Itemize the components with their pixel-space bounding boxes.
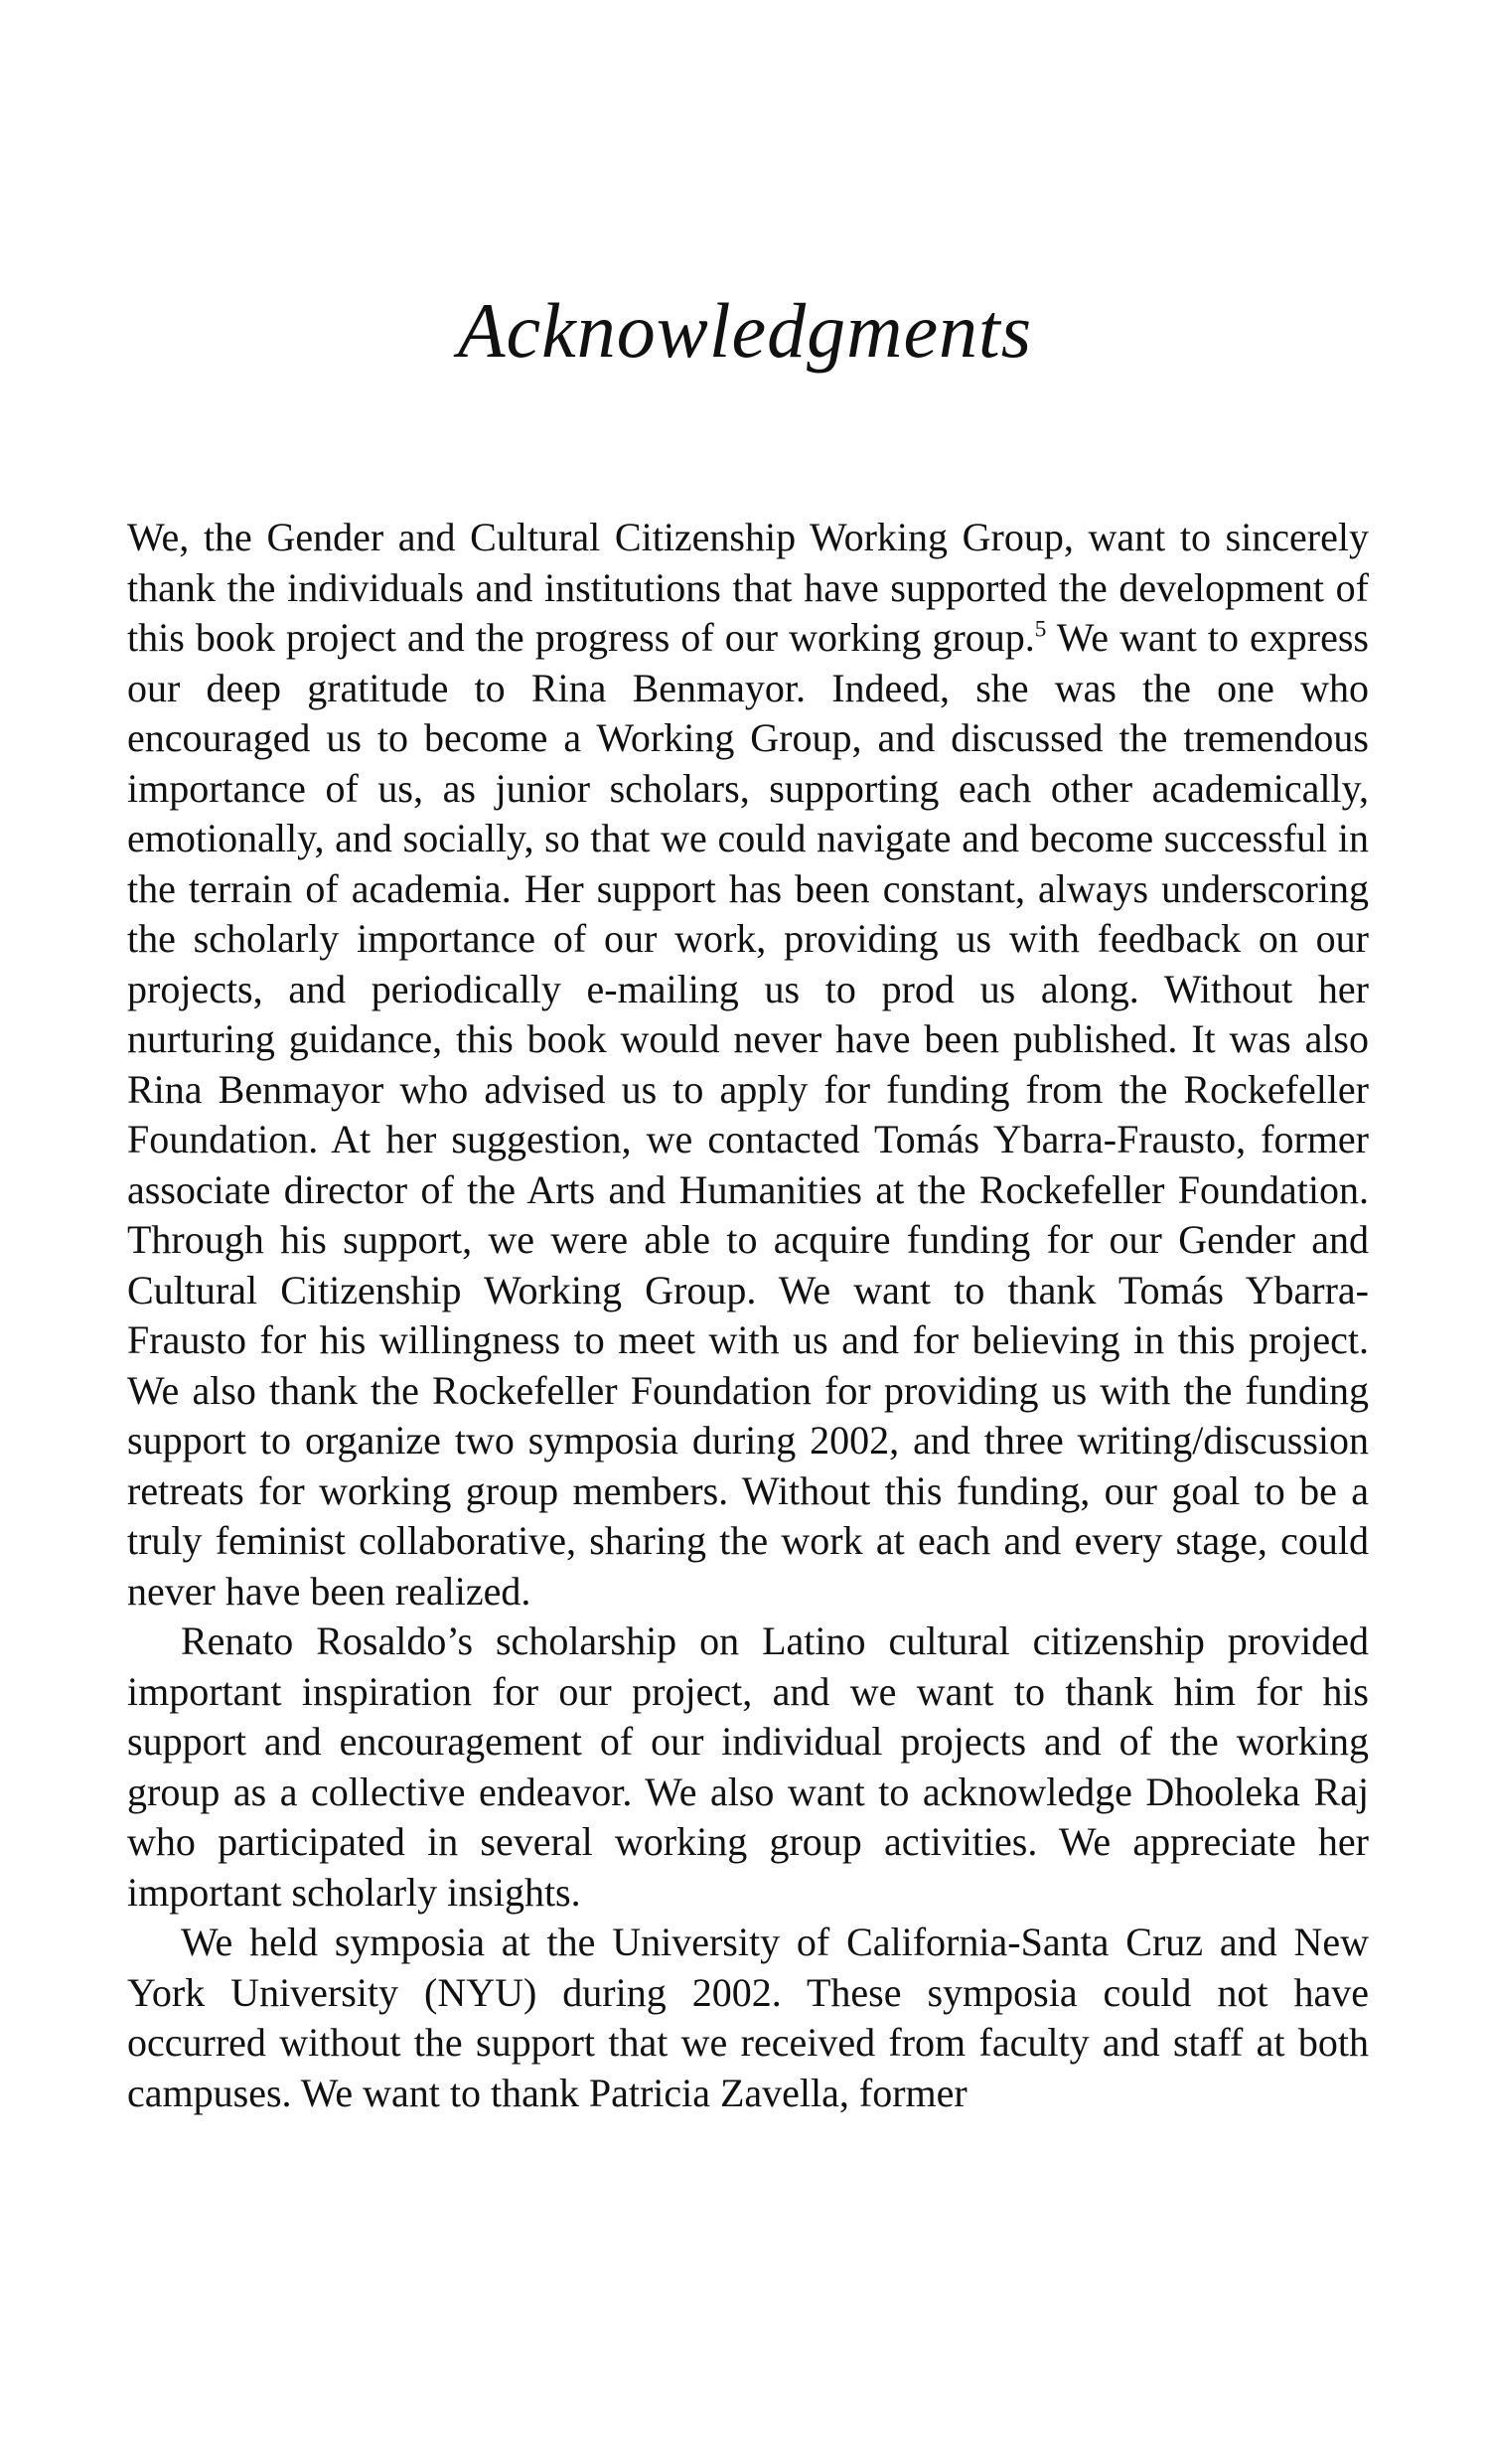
paragraph-1-text-a: We, the Gender and Cultural Citizenship Working Group, want to sincerely thank the individuals and institutions that have supported the development of this book project and the progress of our working group. xyxy=(127,515,1369,660)
acknowledgments-body xyxy=(127,513,1369,2118)
footnote-marker: 5 xyxy=(1034,616,1047,643)
paragraph-1 xyxy=(127,513,1369,1617)
paragraph-3: We held symposia at the University of California-Santa Cruz and New York University (NYU) during 2002. These symposia could not have occurred without the support that we received from faculty and staff at both campuses. We want to thank Patricia Zavella, former xyxy=(127,1920,1369,2115)
page-title: Acknowledgments xyxy=(457,287,1033,374)
paragraph-2: Renato Rosaldo’s scholarship on Latino cultural citizenship provided important inspiration for our project, and we want to thank him for his support and encouragement of our individual projects and of the working group as a collective endeavor. We also want to acknowledge Dhooleka Raj who participated in several working group activities. We appreciate her important scholarly insights. xyxy=(127,1618,1369,1915)
paragraph-1-text-b: We want to express our deep gratitude to Rina Benmayor. Indeed, she was the one who encouraged us to become a Working Group, and discussed the tremendous importance of us, as junior scholars, supporting each other academically, emotionally, and socially, so that we could navigate and become successful in the terrain of academia. Her support has been constant, always underscoring the scholarly importance of our work, providing us with feedback on our projects, and periodically e-mailing us to prod us along. Without her nurturing guidance, this book would never have been published. It was also Rina Benmayor who advised us to apply for funding from the Rockefeller Foundation. At her suggestion, we contacted Tomás Ybarra-Frausto, former associate director of the Arts and Humanities at the Rockefeller Foundation. Through his support, we were able to acquire funding for our Gender and Cultural Citizenship Working Group. We want to thank Tomás Ybarra-Frausto for his willingness to meet with us and for believing in this project. We also thank the Rockefeller Foundation for providing us with the funding support to organize two symposia during 2002, and three writing/discussion retreats for working group members. Without this funding, our goal to be a truly feminist collaborative, sharing the work at each and every stage, could never have been realized. xyxy=(127,615,1369,1614)
